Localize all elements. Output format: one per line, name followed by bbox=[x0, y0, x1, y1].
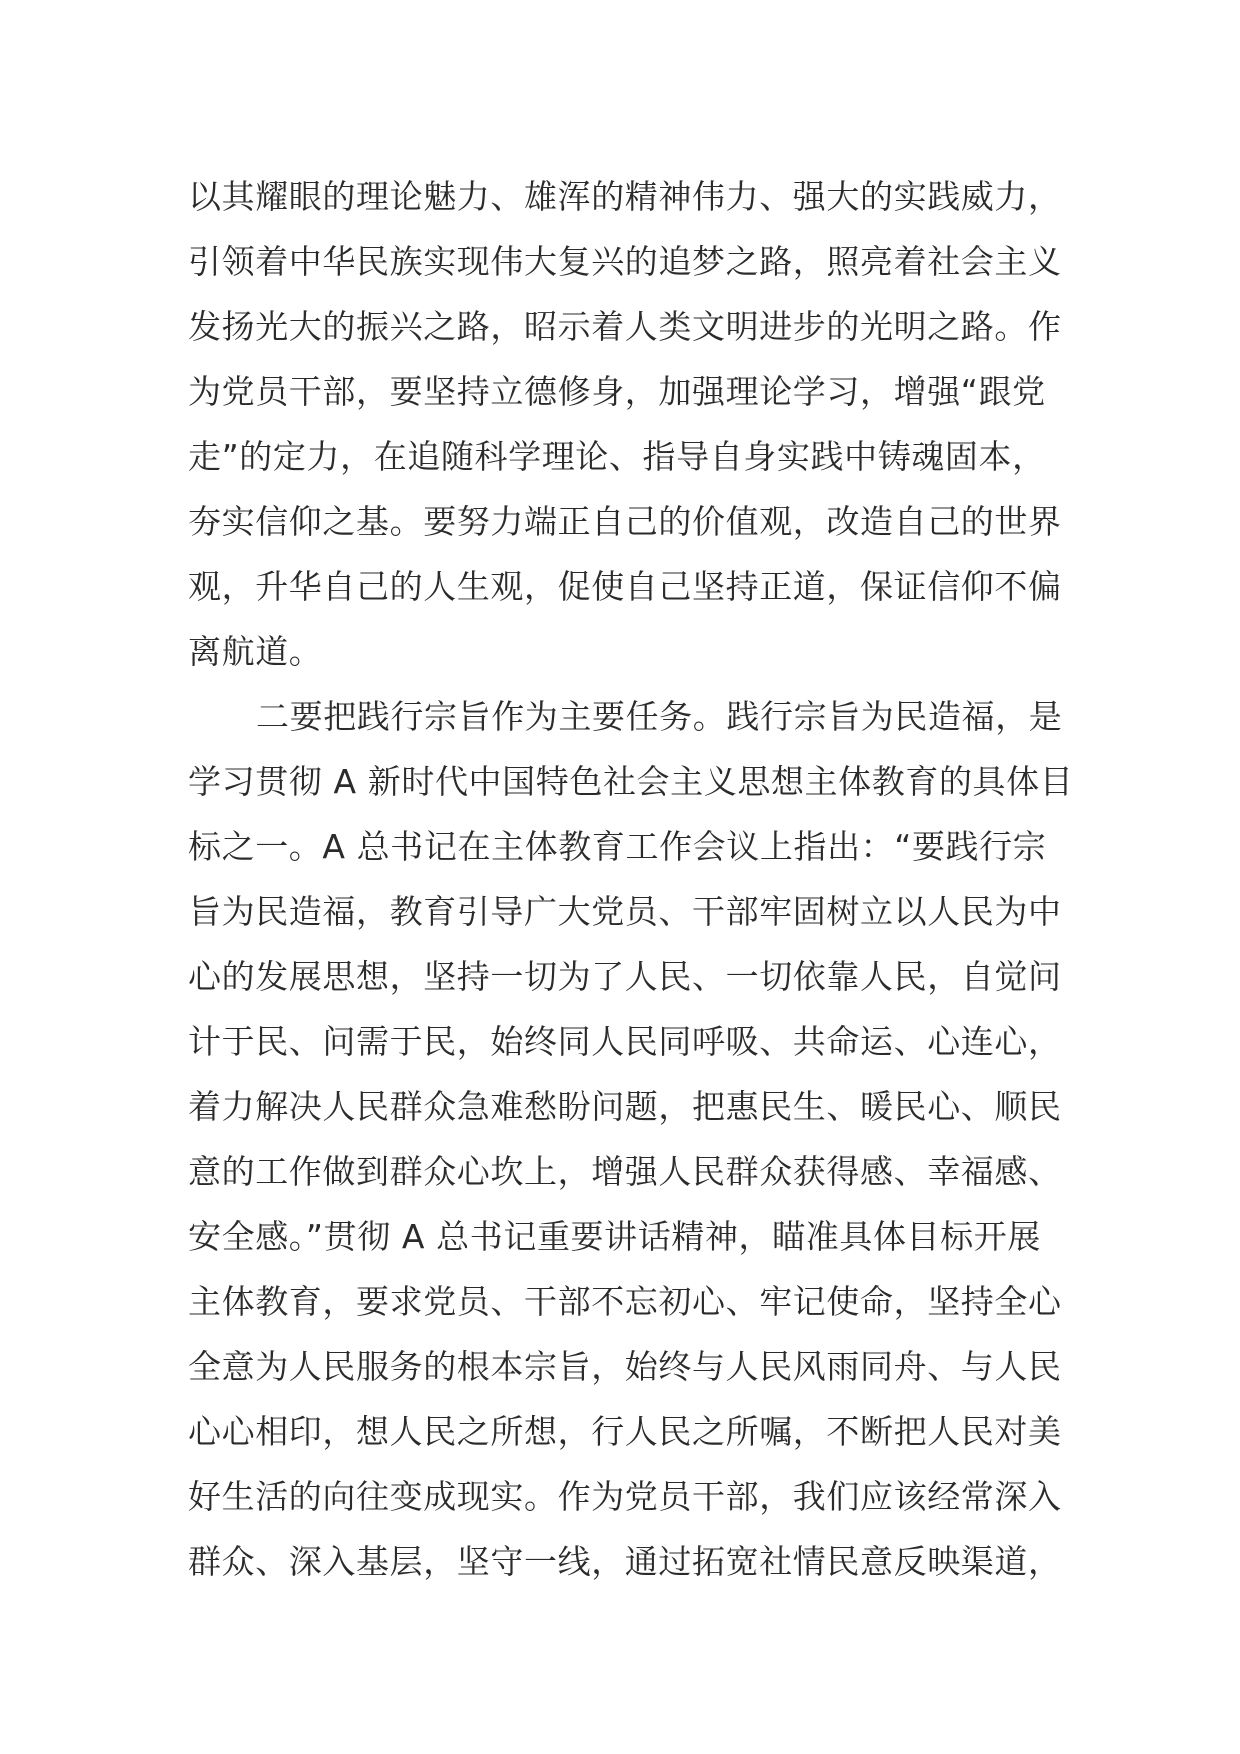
text-line: 离航道。 bbox=[188, 632, 323, 671]
text-line: 好生活的向往变成现实。作为党员干部，我们应该经常深入 bbox=[188, 1477, 1062, 1516]
body-text bbox=[188, 164, 1074, 1594]
text-line: 心的发展思想，坚持一切为了人民、一切依靠人民，自觉问 bbox=[188, 957, 1062, 996]
text-line: 发扬光大的振兴之路，昭示着人类文明进步的光明之路。作 bbox=[188, 307, 1062, 346]
text-line: 引领着中华民族实现伟大复兴的追梦之路，照亮着社会主义 bbox=[188, 242, 1062, 281]
text-line: 着力解决人民群众急难愁盼问题，把惠民生、暖民心、顺民 bbox=[188, 1087, 1062, 1126]
text-line: 为党员干部，要坚持立德修身，加强理论学习，增强“跟党 bbox=[188, 372, 1046, 411]
text-line: 全意为人民服务的根本宗旨，始终与人民风雨同舟、与人民 bbox=[188, 1347, 1062, 1386]
text-line: 夯实信仰之基。要努力端正自己的价值观，改造自己的世界 bbox=[188, 502, 1062, 541]
text-line: 心心相印，想人民之所想，行人民之所嘱，不断把人民对美 bbox=[188, 1412, 1062, 1451]
text-line: 群众、深入基层，坚守一线，通过拓宽社情民意反映渠道， bbox=[188, 1542, 1062, 1581]
paragraph-first-line: 二要把践行宗旨作为主要任务。践行宗旨为民造福，是 bbox=[256, 697, 1063, 736]
text-line: 标之一。A 总书记在主体教育工作会议上指出：“要践行宗 bbox=[188, 827, 1047, 866]
text-line: 主体教育，要求党员、干部不忘初心、牢记使命，坚持全心 bbox=[188, 1282, 1062, 1321]
text-line: 以其耀眼的理论魅力、雄浑的精神伟力、强大的实践威力， bbox=[188, 177, 1062, 216]
text-line: 安全感。”贯彻 A 总书记重要讲话精神，瞄准具体目标开展 bbox=[188, 1217, 1041, 1256]
text-line: 观，升华自己的人生观，促使自己坚持正道，保证信仰不偏 bbox=[188, 567, 1062, 606]
text-line: 学习贯彻 A 新时代中国特色社会主义思想主体教育的具体目 bbox=[188, 762, 1074, 801]
text-line: 走”的定力，在追随科学理论、指导自身实践中铸魂固本， bbox=[188, 437, 1046, 476]
text-line: 旨为民造福，教育引导广大党员、干部牢固树立以人民为中 bbox=[188, 892, 1062, 931]
text-line: 计于民、问需于民，始终同人民同呼吸、共命运、心连心， bbox=[188, 1022, 1062, 1061]
text-line: 意的工作做到群众心坎上，增强人民群众获得感、幸福感、 bbox=[188, 1152, 1062, 1191]
